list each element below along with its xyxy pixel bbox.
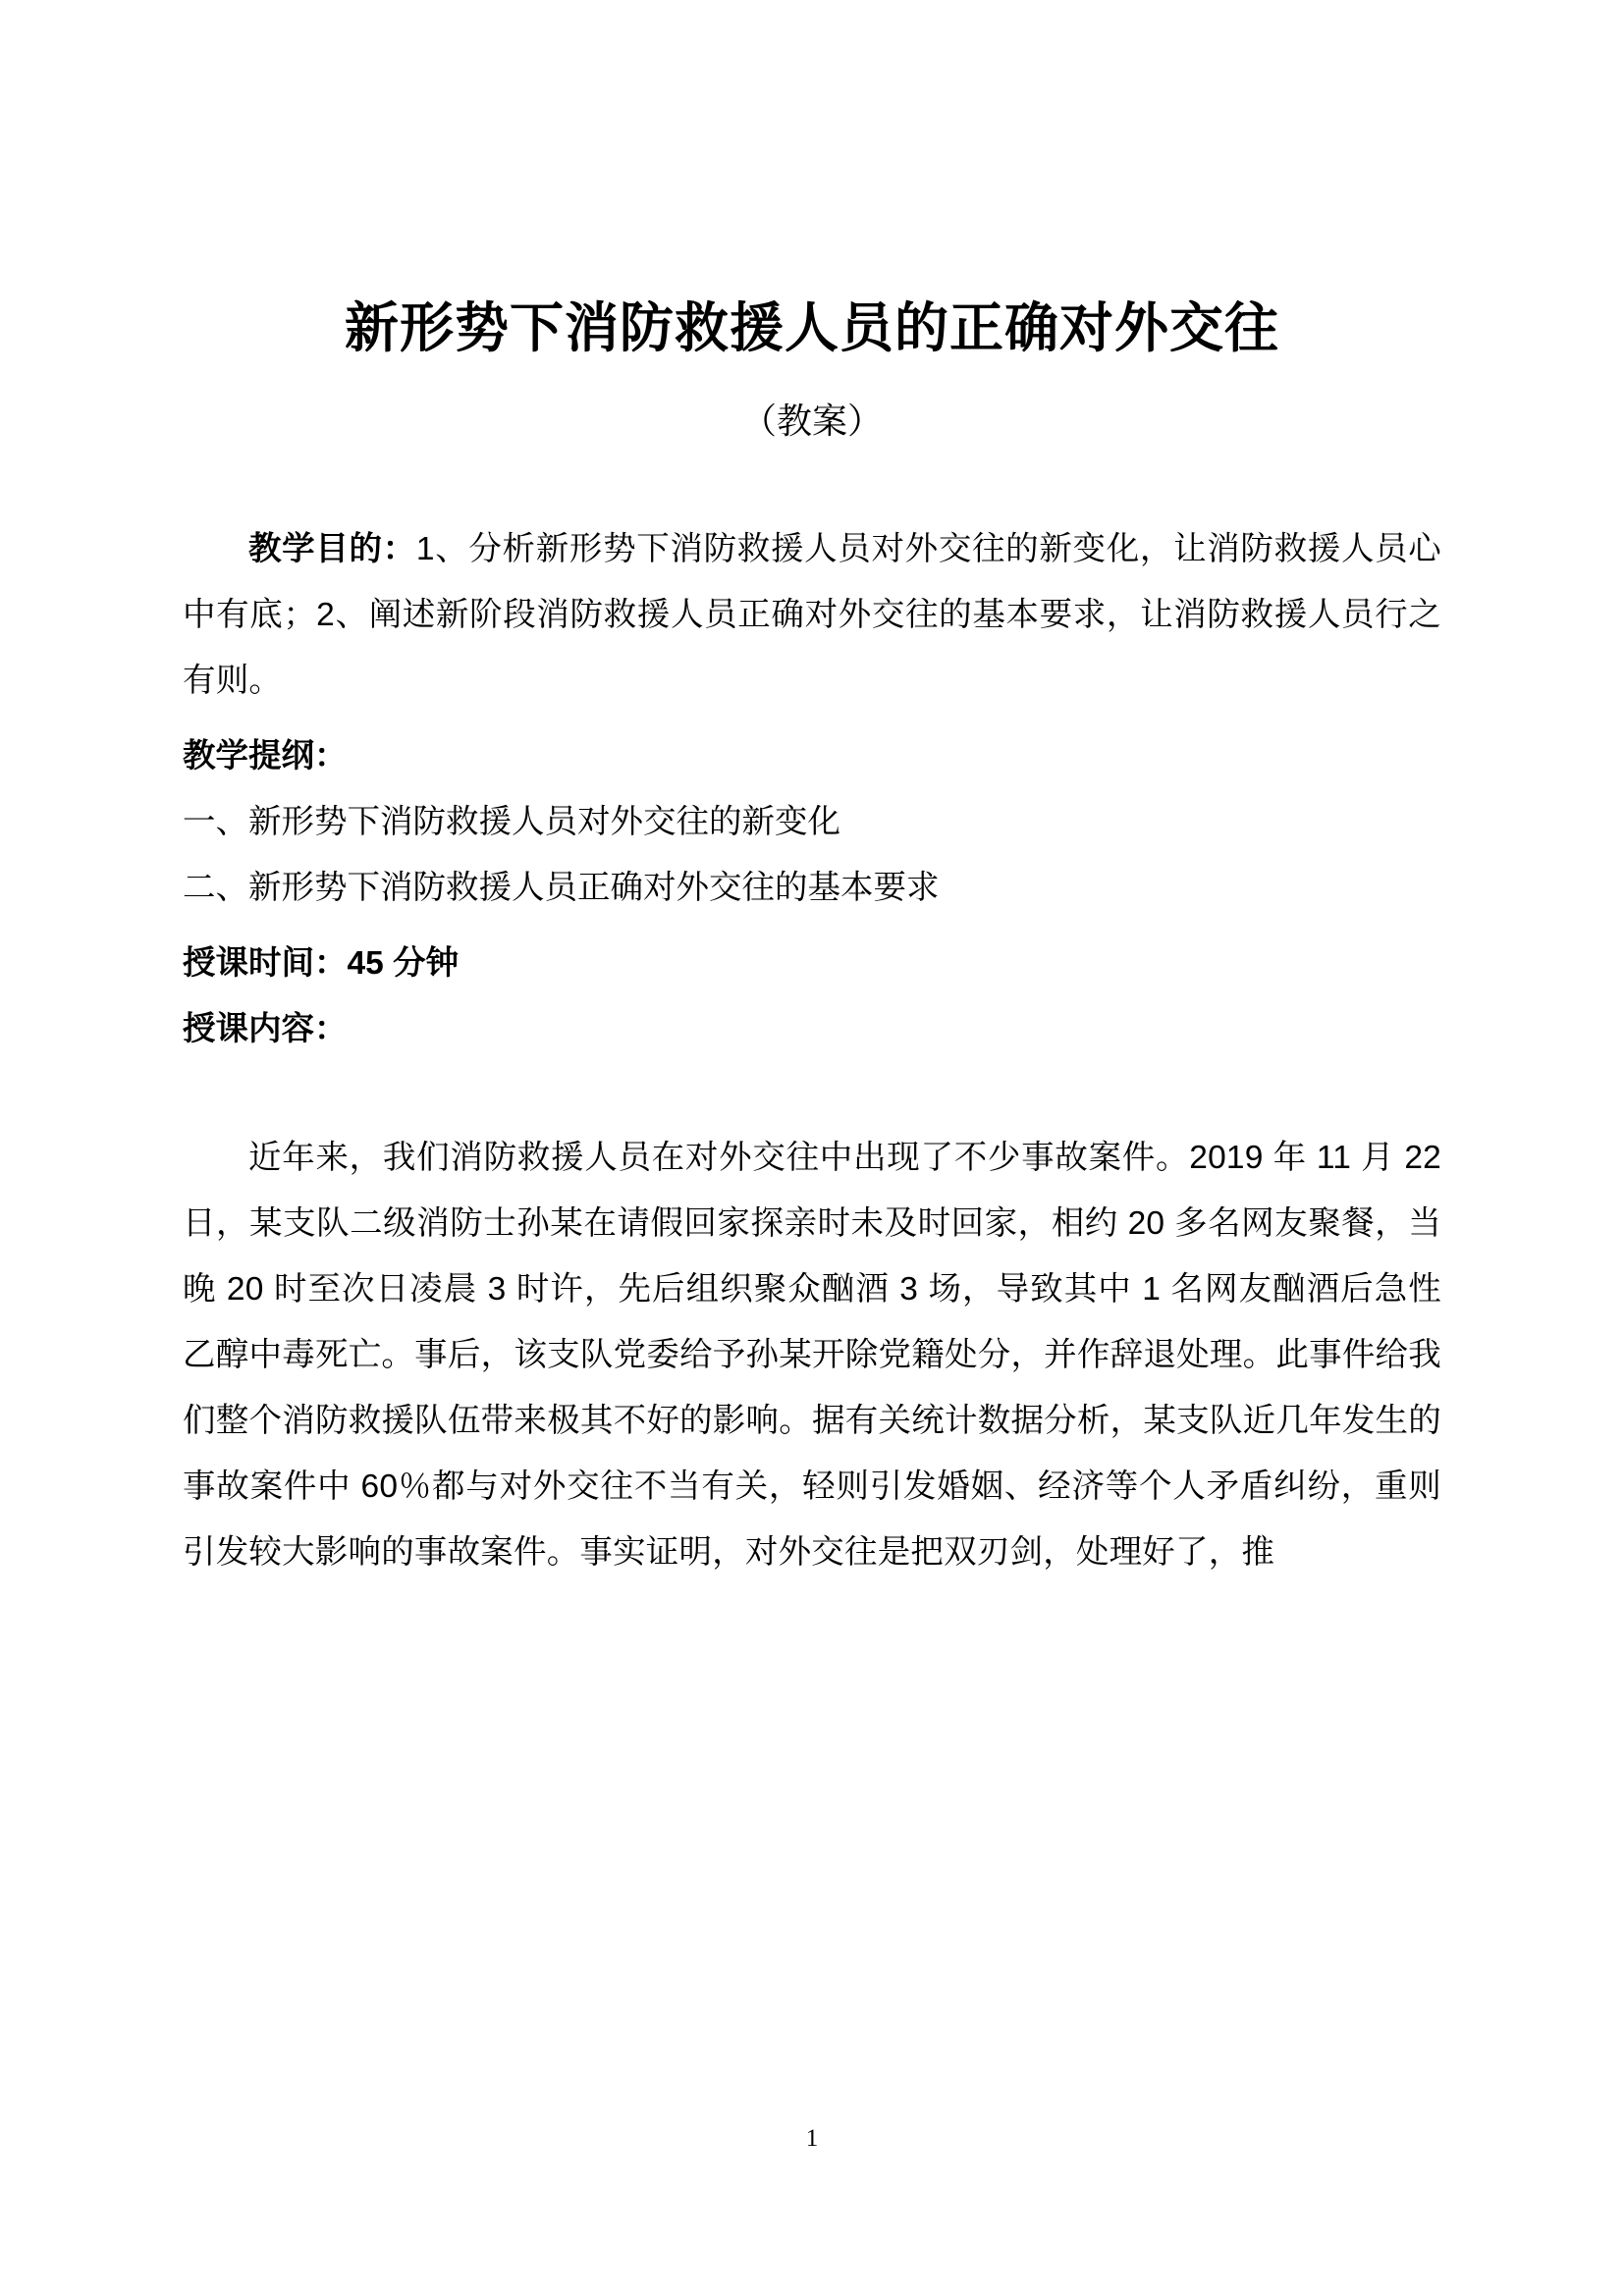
page-number: 1 <box>805 2125 819 2152</box>
objectives-outline-spacer <box>183 714 1441 723</box>
title-body-spacer <box>183 444 1441 516</box>
teaching-objectives-label: 教学目的： <box>248 531 416 568</box>
class-time-value: 45 分钟 <box>347 945 460 983</box>
outline-item-1: 一、新形势下消防救援人员对外交往的新变化 <box>183 804 840 841</box>
content-body-spacer <box>183 1062 1441 1125</box>
outline-time-spacer <box>183 921 1441 931</box>
teaching-objectives-text: 1、分析新形势下消防救援人员对外交往的新变化，让消防救援人员心中有底；2、阐述新阶段消防救援人员正确对外交往的基本要求，让消防救援人员行之有则。 <box>183 531 1441 700</box>
class-time-line <box>183 931 1441 996</box>
page-title: 新形势下消防救援人员的正确对外交往 <box>344 297 1279 358</box>
page-subtitle: （教案） <box>740 400 883 441</box>
teaching-outline-label: 教学提纲： <box>183 738 348 775</box>
class-content-label: 授课内容： <box>183 1011 348 1048</box>
teaching-objectives-paragraph <box>183 516 1441 714</box>
outline-item-2: 二、新形势下消防救援人员正确对外交往的基本要求 <box>183 870 940 907</box>
class-time-label: 授课时间： <box>183 945 348 983</box>
body-paragraph-1: 近年来，我们消防救援人员在对外交往中出现了不少事故案件。2019 年 11 月 22 日，某支队二级消防士孙某在请假回家探亲时未及时回家，相约 20 多名网友聚餐，当晚 20 时至次日凌晨 3 时许，先后组织聚众酗酒 3 场，导致其中 1 名网友酗酒后急性乙醇中毒死亡。事后，该支队党委给予孙某开除党籍处分，并作辞退处理。此事件给我们整个消防救援队伍带来极其不好的影响。据有关统计数据分析，某支队近几年发生的事故案件中 60％都与对外交往不当有关，轻则引发婚姻、经济等个人矛盾纠纷，重则引发较大影响的事故案件。事实证明，对外交往是把双刃剑，处理好了，推 <box>183 1140 1441 1572</box>
page-content-area <box>183 0 1441 1585</box>
